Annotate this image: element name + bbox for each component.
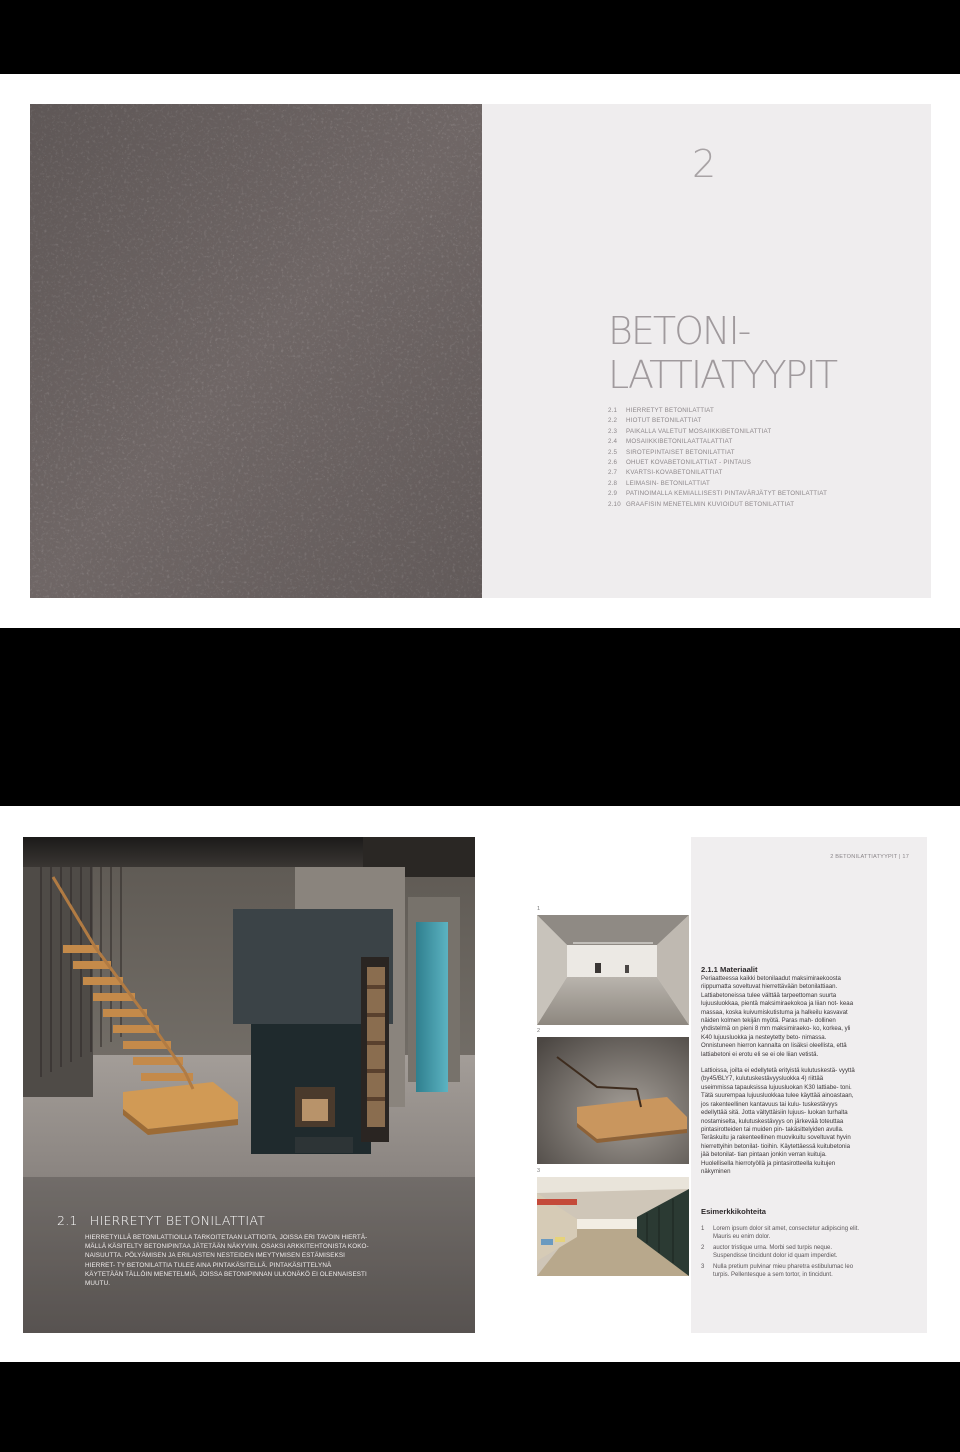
figure-column	[475, 837, 691, 1333]
chapter-title-line2: LATTIATYYPIT	[608, 353, 837, 397]
toc-item[interactable]: 2.3 PAIKALLA VALETUT MOSAIIKKIBETONILATTIAT	[608, 427, 772, 435]
section-intro-text: HIERRETYILLÄ BETONILATTIOILLA TARKOITETAAN LATTIOITA, JOISSA ERI TAVOIN HIERTÄ- MÄLLÄ KÄSITELTY BETONIPINTAA JÄTETÄÄN NÄKYVIIN. OSAKSI ARKKITEHTONISTA KOKO- NAISUUTTA. PÖLYÄMISEN JA ERILAISTEN NESTEIDEN IMEYTYMISEN ESTÄMISEKSI HIERRET- TY BETONILATTIA TULEE AINA PINTAKÄSITELLÄ. PINTAKÄSITTELYNÄ KÄYTETÄÄN TÄLLÖIN MENETELMIÄ, JOISSA BETONIPINNAN ULKONÄKÖ EI OLENNAISESTI MUUTU.	[85, 1234, 369, 1288]
toc-item[interactable]: 2.7 KVARTSI-KOVABETONILATTIAT	[608, 469, 723, 477]
toc-item[interactable]: 2.5 SIROTEPINTAISET BETONILATTIAT	[608, 448, 735, 456]
text-page	[691, 837, 927, 1333]
subsection-heading: 2.1.1 Materiaalit	[701, 965, 758, 974]
chapter-title-line1: BETONI-	[608, 309, 750, 353]
list-item: 1 Lorem ipsum dolor sit amet, consectetur adipiscing elit. Mauris eu enim dolor.	[701, 1226, 860, 1241]
chapter-title-page	[482, 104, 931, 598]
toc-item[interactable]: 2.8 LEIMASIN- BETONILATTIAT	[608, 479, 711, 487]
chapter-number: 2	[692, 142, 718, 186]
toc-item[interactable]: 2.4 MOSAIIKKIBETONILAATTALATTIAT	[608, 438, 733, 446]
gallery-hall-photo	[537, 915, 689, 1025]
paragraph: Lattioissa, joilta ei edellytetä erityistä kulutuskestä- vyyttä (by45/BLY7, kulutuskestävyysluokka 4) riittää useimmissa tapauksissa lujuusluokan K30 lattiabe- toni. Tätä suurempaa lujuusluokkaa tulee käyttää ainoastaan, jos rakenteellinen kantavuus tai kulu- tuskestävyys edellyttää sitä. Jotta vältyttäisiin lujuus- luokan turhalta nostamiselta, kulutuskestävyys on järkevää toteuttaa pintasirotteiden tai muiden pin- takäsittelyiden avulla. Teräskuitu ja rakenteellinen muovikuitu soveltuvat hyvin hierrettyihin betonilat- tioihin. Käytettäessä kuitubetonia jää betonilat- tian pintaan jonkin verran kuituja. Huolellisella hierrotyöllä ja pintasirotteella kuitujen näkyminen	[701, 1067, 855, 1175]
toc-item[interactable]: 2.1 HIERRETYT BETONILATTIAT	[608, 407, 715, 414]
figure-number: 3	[537, 1168, 541, 1174]
figure-number: 2	[537, 1028, 541, 1034]
terrazzo-photo	[30, 104, 482, 598]
table-of-contents	[608, 406, 827, 510]
section-title-text: HIERRETYT BETONILATTIAT	[89, 1213, 266, 1228]
toc-item[interactable]: 2.2 HIOTUT BETONILATTIAT	[608, 417, 702, 425]
body-text	[701, 965, 857, 1184]
list-item: 2 auctor tristique urna. Morbi sed turpis neque. Suspendisse tincidunt dolor id quam imperdiet.	[701, 1244, 838, 1260]
examples-list	[701, 1225, 861, 1281]
running-header: 2 BETONILATTIATYYPIT | 17	[830, 854, 909, 860]
spread-section-2-1	[23, 837, 927, 1333]
corridor-photo	[537, 1177, 689, 1276]
spread-chapter-opening	[30, 104, 931, 598]
section-title	[57, 1213, 265, 1228]
figure-number: 1	[537, 906, 541, 912]
examples-heading: Esimerkkikohteita	[701, 1207, 766, 1216]
paragraph: Periaatteessa kaikki betonilaadut maksimiraekoosta riippumatta soveltuvat hierrettävään betonilattiaan. Lattiabetoneissa tulee välttää tarpeettoman suurta lujuusluokkaa, pientä maksimiraekokoa ja liian not- keaa massaa, koska kuivumiskutistuma ja halkeilu kasvavat näiden kolmen tekijän myötä. Paras mah- dollinen yhdistelmä on pieni 8 mm maksimiraeko- ko, korkea, yli K40 lujuusluokka ja nesteytetty beto- nimassa. Onnistuneen hierron kannalta on lisäksi oleellista, että lattiabetoni ei erotu eli se ei ole liian vetistä.	[701, 975, 854, 1058]
toc-item[interactable]: 2.9 PATINOIMALLA KEMIALLISESTI PINTAVÄRJÄTYT BETONILATTIAT	[608, 490, 828, 498]
list-item: 3 Nulla pretium pulvinar mieu pharetra estibulumac leo turpis. Pellentesque a sem tortor, in tincidunt.	[701, 1263, 854, 1279]
chapter-title	[608, 309, 836, 397]
stair-detail-photo	[537, 1037, 689, 1164]
toc-item[interactable]: 2.6 OHUET KOVABETONILATTIAT - PINTAUS	[608, 459, 752, 467]
staircase-interior-photo	[23, 837, 475, 1333]
section-number: 2.1	[57, 1213, 78, 1228]
toc-item[interactable]: 2.10 GRAAFISIN MENETELMIN KUVIOIDUT BETONILATTIAT	[608, 500, 795, 508]
